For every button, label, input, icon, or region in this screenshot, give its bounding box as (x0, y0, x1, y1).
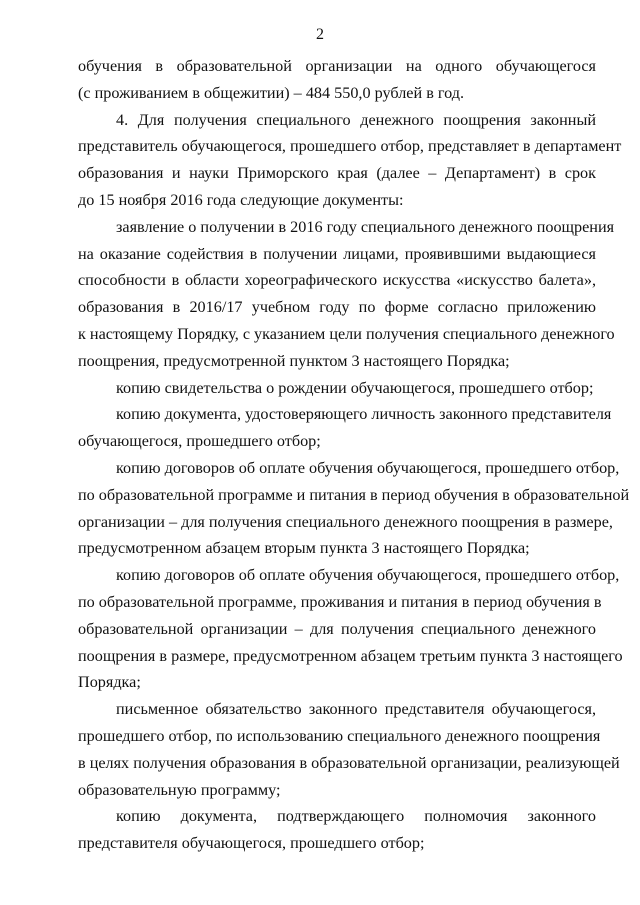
text-line: в целях получения образования в образовательной организации, реализующей (78, 753, 620, 772)
text-line: обучения в образовательной организации на одного обучающегося (78, 57, 596, 75)
text-line: заявление о получении в 2016 году специального денежного поощрения (116, 217, 615, 236)
text-line: копию договоров об оплате обучения обучающегося, прошедшего отбор, (116, 458, 620, 477)
text-line: по образовательной программе и питания в период обучения в образовательной (78, 485, 630, 504)
text-line: образования и науки Приморского края (далее – Департамент) в срок (78, 164, 596, 183)
text-line: поощрения, предусмотренной пунктом 3 настоящего Порядка; (78, 351, 510, 370)
text-line: копию свидетельства о рождении обучающегося, прошедшего отбор; (116, 378, 594, 397)
paragraph-contracts-meals (78, 455, 630, 562)
text-line: по образовательной программе, проживания и питания в период обучения в (78, 592, 602, 611)
paragraph-identity-document (78, 401, 612, 455)
text-line: 4. Для получения специального денежного поощрения законный (116, 110, 596, 129)
text-line: поощрения в размере, предусмотренном абзацем третьим пункта 3 настоящего (78, 646, 623, 665)
paragraph-tuition-clause (78, 53, 596, 107)
text-line: прошедшего отбор, по использованию специального денежного поощрения (78, 726, 601, 745)
page-number: 2 (316, 26, 324, 43)
paragraph-application (78, 214, 615, 375)
paragraph-written-obligation (78, 696, 620, 803)
text-line: представитель обучающегося, прошедшего отбор, представляет в департамент (78, 137, 622, 156)
text-line: способности в области хореографического искусства «искусство балета», (78, 271, 596, 290)
text-line: на оказание содействия в получении лицами, проявившими выдающиеся (78, 244, 596, 263)
text-line: копию договоров об оплате обучения обучающегося, прошедшего отбор, (116, 566, 620, 585)
text-line: предусмотренном абзацем вторым пункта 3 настоящего Порядка; (78, 539, 530, 558)
paragraph-item-4 (78, 107, 622, 214)
text-line: копию документа, подтверждающего полномочия законного (116, 807, 596, 826)
text-line: до 15 ноября 2016 года следующие документы: (78, 190, 404, 209)
text-line: письменное обязательство законного представителя обучающегося, (116, 700, 596, 719)
text-line: Порядка; (78, 673, 141, 692)
paragraph-birth-certificate (78, 375, 596, 402)
text-line: образовательную программу; (78, 780, 281, 799)
text-line: копию документа, удостоверяющего личность законного представителя (116, 405, 612, 424)
text-line: (с проживанием в общежитии) – 484 550,0 рублей в год. (78, 83, 465, 102)
text-line: обучающегося, прошедшего отбор; (78, 432, 321, 451)
paragraph-contracts-housing (78, 562, 623, 696)
document-body (78, 53, 630, 857)
paragraph-authority-document (78, 803, 596, 857)
text-line: представителя обучающегося, прошедшего отбор; (78, 834, 425, 853)
text-line: к настоящему Порядку, с указанием цели получения специального денежного (78, 324, 615, 343)
text-line: образовательной организации – для получения специального денежного (78, 619, 596, 638)
text-line: образования в 2016/17 учебном году по форме согласно приложению (78, 298, 596, 317)
text-line: организации – для получения специального денежного поощрения в размере, (78, 512, 613, 531)
